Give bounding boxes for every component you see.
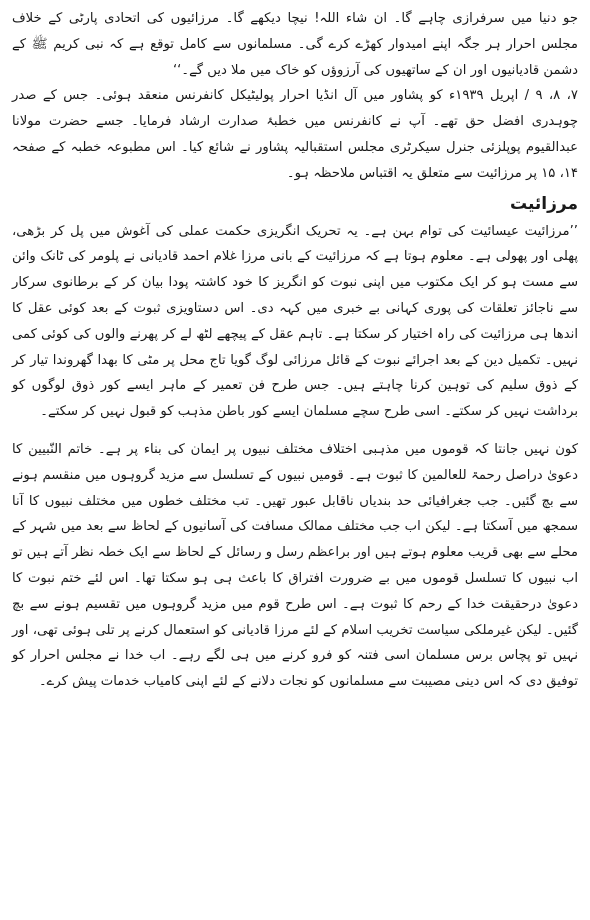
paragraph-spacer: [12, 425, 578, 437]
paragraph-khatm-nabuwwat: کون نہیں جانتا کہ قوموں میں مذہبی اختلاف مختلف نبیوں پر ایمان کی بناء پر ہے۔ خاتم النّبیین کا دعویٰ دراصل رحمۃ للعالمین کا ثبوت ہے۔ قومیں نبیوں کے تسلسل سے مزید گروہوں میں منقسم ہونے سے بچ گئیں۔ جب جغرافیائی حد بندیاں ناقابل عبور تھیں۔ تب مختلف خطوں میں مختلف نبیوں کا آنا سمجھ میں آسکتا ہے۔ لیکن اب جب مختلف ممالک مسافت کی آسانیوں کے لحاظ سے بعد میں شہر کے محلے سے بھی قریب معلوم ہوتے ہیں اور براعظم رسل و رسائل کے لحاظ سے ایک خطہ نظر آتے ہیں تو اب نبیوں کا تسلسل قوموں میں بے ضرورت افتراق کا باعث ہی ہو سکتا تھا۔ اس لئے ختم نبوت کا دعویٰ درحقیقت خدا کے رحم کا ثبوت ہے۔ اس طرح قوم میں مزید گروہوں میں تقسیم ہونے سے بچ گئیں۔ لیکن غیرملکی سیاست تخریب اسلام کے لئے مرزا قادیانی کو استعمال کرنے پر تلی ہوئی تھی، اور نہیں تو پچاس برس مسلمان اسی فتنہ کو فرو کرنے میں ہی لگے رہے۔ اب خدا نے مجلس احرار کو توفیق دی کہ اس دینی مصیبت سے مسلمانوں کو نجات دلانے کے لئے اپنی کامیاب خدمات پیش کرے۔: [12, 441, 578, 690]
paragraph-quote-mirzaiyat: ’’مرزائیت عیسائیت کی توام بہن ہے۔ یہ تحریک انگریزی حکمت عملی کی آغوش میں پل کر بڑھی، پھلی اور پھولی ہے۔ معلوم ہوتا ہے کہ مرزائیت کے بانی مرزا غلام احمد قادیانی نے پلومر کی ٹانک وائن سے مست ہو کر ایک مکتوب میں اپنی نبوت کو انگریز کا خود کاشتہ پودا بیان کر کے برطانوی سرکار سے ناجائز تعلقات کی پوری کہانی بے خبری میں کہہ دی۔ اس دستاویزی ثبوت کے بعد کوئی عقل کا اندھا ہی مرزائیت کی راہ اختیار کر سکتا ہے۔ تاہم عقل کے پیچھے لٹھ لے کر پھرنے والوں کی کوئی کمی نہیں۔ تکمیل دین کے بعد اجرائے نبوت کے قائل مرزائی لوگ گویا تاج محل پر مٹی کا بھدا گھروندا تیار کر کے ذوق سلیم کی توہین کرنا چاہتے ہیں۔ جس طرح فن تعمیر کے ماہر ایسے کور ذوق لوگوں کو برداشت نہیں کر سکتے۔ اسی طرح سچے مسلمان ایسے کور باطن مذہب کو قبول نہیں کر سکتے۔: [12, 223, 578, 420]
paragraph-election-statement: جو دنیا میں سرفرازی چاہے گا۔ ان شاء اللہ! نیچا دیکھے گا۔ مرزائیوں کی اتحادی پارٹی کے خلاف مجلس احرار ہر جگہ اپنے امیدوار کھڑے کرے گی۔ مسلمانوں سے کامل توقع ہے کہ نبی کریم ﷺ کے دشمن قادیانیوں اور ان کے ساتھیوں کی آرزوؤں کو خاک میں ملا دیں گے۔‘‘: [12, 11, 578, 78]
section-heading: مرزائیت: [509, 193, 578, 214]
paragraph-peshawar-conference: ۷، ۸، ۹ / اپریل ۱۹۳۹ء کو پشاور میں آل انڈیا احرار پولیٹیکل کانفرنس منعقد ہوئی۔ جس کے صدر چوہدری افضل حق تھے۔ آپ نے کانفرنس میں خطبۂ صدارت ارشاد فرمایا۔ جسے حضرت مولانا عبدالقیوم پوپلزئی جنرل سیکرٹری مجلس استقبالیہ پشاور نے شائع کیا۔ اس مطبوعہ خطبہ کے صفحہ ۱۴، ۱۵ پر مرزائیت سے متعلق یہ اقتباس ملاحظہ ہو۔: [12, 88, 578, 181]
